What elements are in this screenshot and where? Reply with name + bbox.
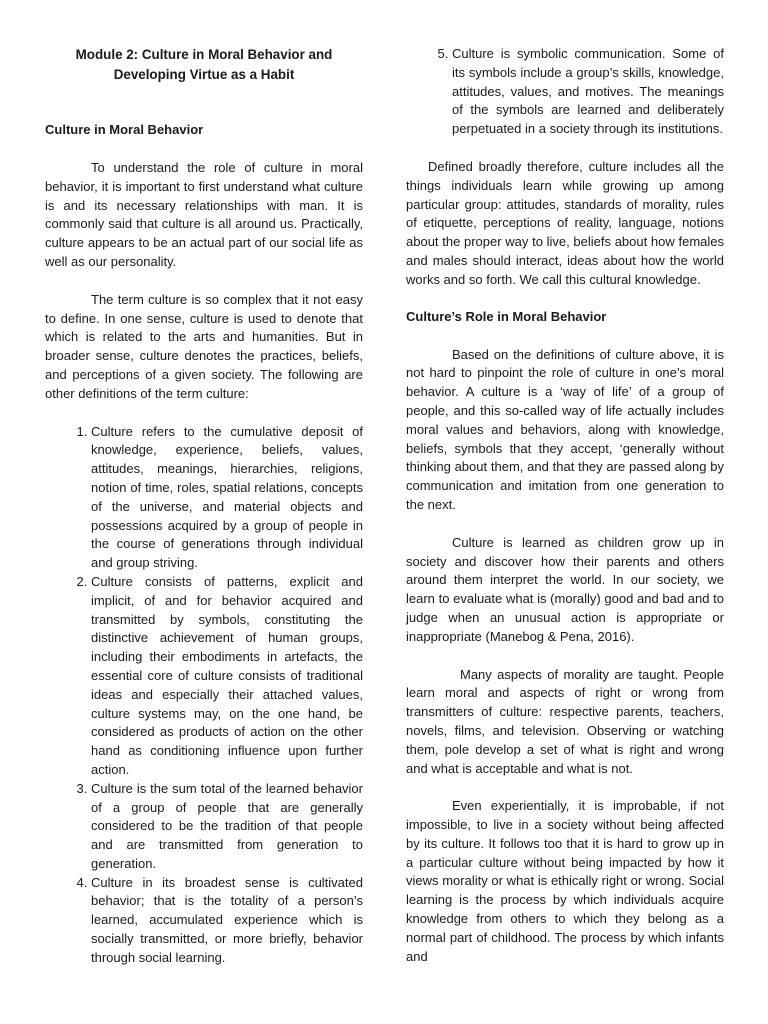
definition-item: 5. Culture is symbolic communication. Some of its symbols include a group’s skills, knowledge, attitudes, values, and motives. The meanings of the symbols are learned and deliberately perpetuated in a society through its institutions. <box>452 45 724 139</box>
section-heading-culture-in-moral-behavior: Culture in Moral Behavior <box>45 122 204 137</box>
definitions-list-continued <box>406 45 724 139</box>
module-title: Module 2: Culture in Moral Behavior and Developing Virtue as a Habit <box>75 47 333 82</box>
paragraph-culture-is-learned: Culture is learned as children grow up in society and discover how their parents and others around them interpret the world. In our society, we learn to evaluate what is (morally) good and bad and to judge when an unusual action is appropriate or inappropriate (Manebog & Pena, 2016). <box>406 534 724 644</box>
left-column <box>45 40 363 968</box>
definition-item: 3. Culture is the sum total of the learned behavior of a group of people that are generally considered to be the tradition of that people and are transmitted from generation to generation. <box>91 780 363 874</box>
paragraph-term-culture: The term culture is so complex that it not easy to define. In one sense, culture is used to denote that which is related to the arts and humanities. But in broader sense, culture denotes the practices, beliefs, and perceptions of a given society. The following are other definitions of the term culture: <box>45 291 363 401</box>
paragraph-aspects-of-morality: Many aspects of morality are taught. People learn moral and aspects of right or wrong from transmitters of culture: respective parents, teachers, novels, films, and television. Observing or watching them, pole develop a set of what is right and wrong and what is acceptable and what is not. <box>406 666 724 776</box>
paragraph-based-on-definitions: Based on the definitions of culture above, it is not hard to pinpoint the role of culture in one’s moral behavior. A culture is a ‘way of life’ of a group of people, and this so-called way of life actually includes moral values and behaviors, along with knowledge, beliefs, symbols that they accept, ‘generally without thinking about them, and that they are passed along by communication and imitation from one generation to the next. <box>406 346 724 512</box>
paragraph-understand-culture: To understand the role of culture in moral behavior, it is important to first understand what culture is and its necessary relationships with man. It is commonly said that culture is all around us. Practically, culture appears to be an actual part of our social life as well as our personality. <box>45 160 363 269</box>
definition-item: 4. Culture in its broadest sense is cultivated behavior; that is the totality of a person’s learned, accumulated experience which is socially transmitted, or more briefly, behavior through social learning. <box>91 874 363 968</box>
definitions-list <box>45 423 363 968</box>
paragraph-even-experientially: Even experientially, it is improbable, if not impossible, to live in a society without being affected by its culture. It follows too that it is hard to grow up in a particular culture without being impacted by how it views morality or what is ethically right or wrong. Social learning is the process by which individuals acquire knowledge from others to which they belong as a normal part of childhood. The process by which infants and <box>406 798 724 964</box>
definition-item: 1. Culture refers to the cumulative deposit of knowledge, experience, beliefs, values, attitudes, meanings, hierarchies, religions, notion of time, roles, spatial relations, concepts of the universe, and material objects and possessions acquired by a group of people in the course of generations through individual and group striving. <box>91 423 363 573</box>
paragraph-defined-broadly: Defined broadly therefore, culture includes all the things individuals learn while growing up among particular group: attitudes, standards of morality, rules of etiquette, perceptions of reality, language, notions about the proper way to live, beliefs about how females and males should interact, ideas about how the world works and so forth. We call this cultural knowledge. <box>406 158 724 287</box>
section-heading-cultures-role: Culture’s Role in Moral Behavior <box>406 308 607 324</box>
definition-item: 2. Culture consists of patterns, explicit and implicit, of and for behavior acquired and transmitted by symbols, constituting the distinctive achievement of human groups, including their embodiments in artefacts, the essential core of culture consists of traditional ideas and especially their attached values, culture systems may, on the one hand, be considered as products of action on the other hand as conditioning influence upon further action. <box>91 573 363 780</box>
right-column <box>406 40 724 966</box>
